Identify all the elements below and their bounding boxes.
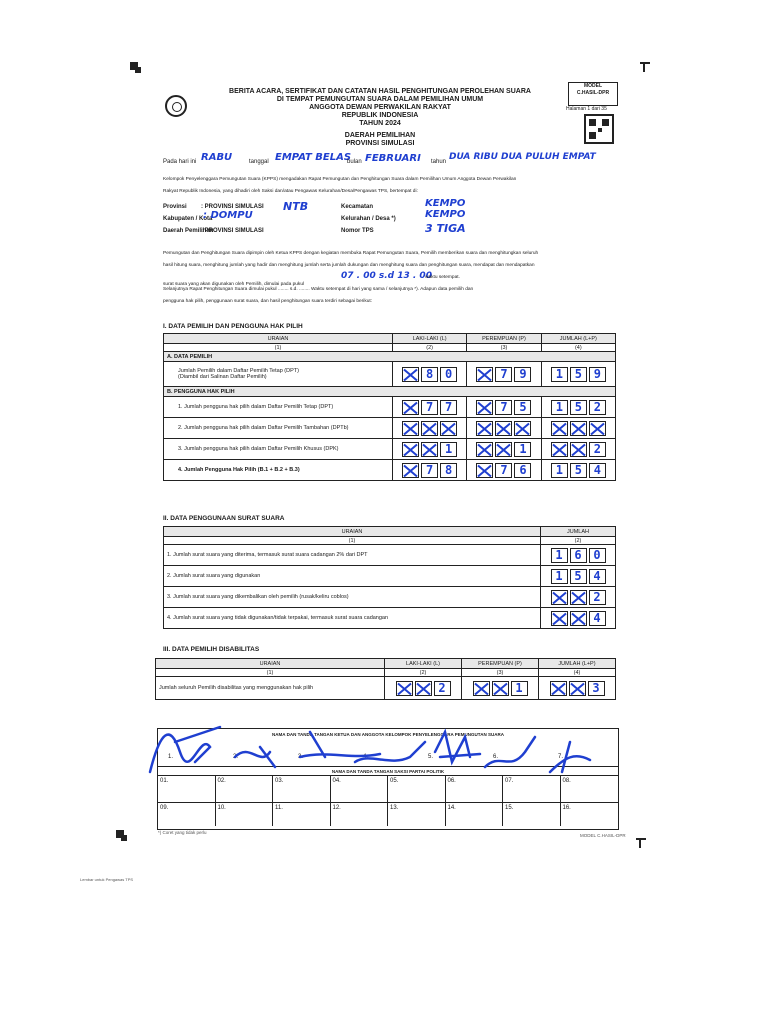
section-3-title: III. DATA PEMILIH DISABILITAS xyxy=(163,646,260,653)
time-handwritten: 07 . 00 s.d 13 . 00 xyxy=(341,271,432,281)
digit-box: 5 xyxy=(514,400,531,415)
digit-boxes xyxy=(544,611,612,626)
digit-boxes xyxy=(396,442,463,457)
digit-boxes xyxy=(544,590,612,605)
digit-box-crossed xyxy=(396,681,413,696)
digit-box: 2 xyxy=(589,590,606,605)
date-handwritten: EMPAT BELAS xyxy=(275,152,352,163)
digit-boxes xyxy=(388,681,458,696)
digit-box: 7 xyxy=(440,400,457,415)
digit-box-crossed xyxy=(415,681,432,696)
digit-box-crossed xyxy=(492,681,509,696)
digit-box-crossed xyxy=(570,421,587,436)
digit-box: 1 xyxy=(551,400,568,415)
year-handwritten: DUA RIBU DUA PULUH EMPAT xyxy=(449,152,596,162)
digit-box-crossed xyxy=(495,442,512,457)
digit-boxes xyxy=(545,400,612,415)
digit-box-crossed xyxy=(476,463,493,478)
digit-boxes xyxy=(542,681,612,696)
handwritten-signatures xyxy=(140,712,620,782)
digit-box-crossed xyxy=(514,421,531,436)
date-line: Pada hari ini RABU tanggal EMPAT BELAS bulan FEBRUARI tahun DUA RIBU DUA PULUH EMPAT xyxy=(163,152,596,165)
digit-boxes xyxy=(544,569,612,584)
kabupaten-handwritten: : DOMPU xyxy=(203,210,253,221)
digit-box: 8 xyxy=(440,463,457,478)
section-1-title: I. DATA PEMILIH DAN PENGGUNA HAK PILIH xyxy=(163,323,303,330)
section-3-table: URAIAN LAKI-LAKI (L) PEREMPUAN (P) JUMLAH (L+P) (1) (2) (3) (4) Jumlah seluruh Pemilih disabilitas yang menggunakan hak pilih 2 1 3 xyxy=(155,658,616,700)
digit-box-crossed xyxy=(551,421,568,436)
section-2-title: II. DATA PENGGUNAAN SURAT SUARA xyxy=(163,515,285,522)
digit-box-crossed xyxy=(570,611,587,626)
digit-boxes xyxy=(545,442,612,457)
registration-mark-bottom-right xyxy=(636,838,646,848)
digit-box-crossed xyxy=(551,611,568,626)
digit-box-crossed xyxy=(476,442,493,457)
digit-box: 2 xyxy=(434,681,451,696)
digit-boxes xyxy=(465,681,535,696)
table-row: Jumlah seluruh Pemilih disabilitas yang menggunakan hak pilih 2 1 3 xyxy=(156,677,616,700)
digit-box-crossed xyxy=(402,421,419,436)
table-row: 1. Jumlah pengguna hak pilih dalam Daftar Pemilih Tetap (DPT) 7 7 7 5 1 5 2 xyxy=(164,397,616,418)
digit-box: 4 xyxy=(589,569,606,584)
table-row: 4. Jumlah Pengguna Hak Pilih (B.1 + B.2 + B.3) 7 8 7 6 1 5 4 xyxy=(164,460,616,481)
digit-box: 5 xyxy=(570,569,587,584)
digit-box: 7 xyxy=(421,400,438,415)
provinsi-handwritten: NTB xyxy=(283,200,309,213)
digit-box: 9 xyxy=(514,367,531,382)
digit-box: 7 xyxy=(421,463,438,478)
kelurahan-handwritten: KEMPO xyxy=(425,209,466,220)
digit-box: 5 xyxy=(570,463,587,478)
page-label: Halaman 1 dari 35 xyxy=(566,106,607,112)
digit-box: 8 xyxy=(421,367,438,382)
digit-box: 0 xyxy=(589,548,606,563)
digit-boxes xyxy=(396,421,463,436)
digit-box-crossed xyxy=(570,590,587,605)
digit-box: 9 xyxy=(589,367,606,382)
digit-box: 1 xyxy=(440,442,457,457)
a-t-boxes xyxy=(545,367,612,382)
section-1-table: URAIAN LAKI-LAKI (L) PEREMPUAN (P) JUMLAH (L+P) (1) (2) (3) (4) A. DATA PEMILIH Jumlah Pemilih dalam Daftar Pemilih Tetap (DPT) (Diambil dari Salinan Daftar Pemilih) 8 0 7 9 1 5 9 B. PENGGUNA HAK PILIH 1. Jumlah pengguna hak pilih dalam Daftar Pemilih Tetap (DPT) 7 7 7 5 1 5 2 2. Jumlah pengguna hak pilih dalam Daftar Pemilih Tambahan (DPTb) 3. Jumlah pengguna hak pilih dalam Daftar Pemilih Khusus (DPK) 1 1 2 4. Jumlah Pengguna Hak Pilih (B.1 + B.2 + B.3) 7 8 7 6 1 5 4 xyxy=(163,333,616,481)
table-row: 1. Jumlah surat suara yang diterima, termasuk surat suara cadangan 2% dari DPT 1 6 0 xyxy=(164,545,616,566)
digit-box: 1 xyxy=(514,442,531,457)
digit-box-crossed xyxy=(440,421,457,436)
table-row: Jumlah Pemilih dalam Daftar Pemilih Tetap (DPT) (Diambil dari Salinan Daftar Pemilih) 8 0 7 9 1 5 9 xyxy=(164,362,616,387)
digit-box: 1 xyxy=(551,569,568,584)
signature-section: NAMA DAN TANDA TANGAN KETUA DAN ANGGOTA KELOMPOK PENYELENGGARA PEMUNGUTAN SUARA 1. 2. 3. 4. 5. 6. 7. NAMA DAN TANDA TANGAN SAKSI PARTAI POLITIK 01. 02. 03. 04. 05. 06. 07. 08. 09. 10. 11. 12. 13. 14. 15. 16. xyxy=(157,728,619,830)
registration-mark-bottom-left xyxy=(116,830,126,840)
digit-box-crossed xyxy=(402,400,419,415)
digit-box-crossed xyxy=(402,463,419,478)
footer-right-note: MODEL C.HASIL-DPR xyxy=(580,833,626,838)
digit-box: 7 xyxy=(495,400,512,415)
digit-boxes xyxy=(544,548,612,563)
digit-box: 5 xyxy=(570,367,587,382)
location-block: Provinsi : PROVINSI SIMULASI NTB Kabupaten / Kota : DOMPU Daerah Pemilihan : PROVINSI SIMULASI Kecamatan KEMPO Kelurahan / Desa *) KEMPO Nomor TPS 3 TIGA xyxy=(163,198,466,235)
registration-mark-top-right xyxy=(640,62,650,72)
digit-box-crossed xyxy=(476,367,493,382)
digit-boxes xyxy=(470,421,537,436)
digit-boxes xyxy=(396,463,463,478)
intro-text: Kelompok Penyelenggara Pemungutan Suara (KPPS) mengadakan Rapat Pemungutan dan Penghitungan Suara dalam Pemilihan Umum Anggota Dewan Perwakilan Rakyat Republik Indonesia, yang dihadiri oleh Saksi dan/atau Pengawas Kelurahan/Desa/Pengawas TPS, bertempat di: xyxy=(163,177,517,194)
digit-box-crossed xyxy=(495,421,512,436)
digit-box: 1 xyxy=(551,367,568,382)
digit-boxes xyxy=(470,463,537,478)
section-2-table: URAIAN JUMLAH (1) (2) 1. Jumlah surat suara yang diterima, termasuk surat suara cadangan 2% dari DPT 1 6 0 2. Jumlah surat suara yang digunakan 1 5 4 3. Jumlah surat suara yang dikembalikan oleh pemilih (rusak/keliru coblos) 2 4. Jumlah surat suara yang tidak digunakan/tidak terpakai, termasuk surat suara cadangan 4 xyxy=(163,526,616,629)
digit-box-crossed xyxy=(476,400,493,415)
qr-code-icon xyxy=(584,114,614,144)
a-l-boxes xyxy=(396,367,463,382)
digit-boxes xyxy=(470,442,537,457)
digit-box-crossed xyxy=(402,367,419,382)
digit-box-crossed xyxy=(476,421,493,436)
document-title: BERITA ACARA, SERTIFIKAT DAN CATATAN HASIL PENGHITUNGAN PEROLEHAN SUARA DI TEMPAT PEMUNGUTAN SUARA DALAM PEMILIHAN UMUM ANGGOTA DEWAN PERWAKILAN RAKYAT REPUBLIK INDONESIA TAHUN 2024 DAERAH PEMILIHAN PROVINSI SIMULASI xyxy=(229,88,531,147)
digit-box: 1 xyxy=(511,681,528,696)
digit-boxes xyxy=(545,463,612,478)
kecamatan-handwritten: KEMPO xyxy=(425,198,466,209)
digit-box-crossed xyxy=(421,421,438,436)
digit-box: 1 xyxy=(551,548,568,563)
digit-box: 6 xyxy=(514,463,531,478)
footer-small-note: Lembar untuk Pengawas TPS xyxy=(80,877,134,882)
kpu-logo-icon xyxy=(165,95,187,117)
digit-box: 5 xyxy=(570,400,587,415)
digit-box: 4 xyxy=(589,611,606,626)
tps-handwritten: 3 TIGA xyxy=(425,222,466,235)
digit-box-crossed xyxy=(473,681,490,696)
digit-box: 6 xyxy=(570,548,587,563)
a-p-boxes xyxy=(470,367,537,382)
digit-box: 1 xyxy=(551,463,568,478)
registration-mark-top-left xyxy=(130,62,140,72)
digit-box: 7 xyxy=(495,463,512,478)
day-handwritten: RABU xyxy=(201,152,233,163)
digit-boxes xyxy=(470,400,537,415)
digit-box-crossed xyxy=(551,590,568,605)
digit-box-crossed xyxy=(402,442,419,457)
digit-box: 2 xyxy=(589,442,606,457)
digit-box-crossed xyxy=(589,421,606,436)
digit-box: 2 xyxy=(589,400,606,415)
digit-box-crossed xyxy=(569,681,586,696)
table-row: 3. Jumlah pengguna hak pilih dalam Daftar Pemilih Khusus (DPK) 1 1 2 xyxy=(164,439,616,460)
table-row: 2. Jumlah pengguna hak pilih dalam Daftar Pemilih Tambahan (DPTb) xyxy=(164,418,616,439)
digit-boxes xyxy=(396,400,463,415)
digit-box-crossed xyxy=(570,442,587,457)
digit-box: 4 xyxy=(589,463,606,478)
digit-box: 7 xyxy=(495,367,512,382)
table-row: 2. Jumlah surat suara yang digunakan 1 5 4 xyxy=(164,566,616,587)
footer-left-note: *) Coret yang tidak perlu xyxy=(158,830,207,835)
table-row: 4. Jumlah surat suara yang tidak digunakan/tidak terpakai, termasuk surat suara cadangan 4 xyxy=(164,608,616,629)
digit-box-crossed xyxy=(551,442,568,457)
digit-box-crossed xyxy=(421,442,438,457)
digit-box: 3 xyxy=(588,681,605,696)
form-code-box: MODEL C.HASIL-DPR xyxy=(568,82,618,106)
body-text: Pemungutan dan Penghitungan Suara dipimpin oleh Ketua KPPS dengan kegiatan membuka Rapat Pemungutan Suara, Pemilih memberikan suara dan menghitungkan seluruh hasil hitung suara, menghitung jumlah yang hadir dan menghitung jumlah serta jumlah dukungan dan menghitung suara dan penghitungan suara, mendapat dan mendapatkan surat suara yang akan digunakan oleh Pemilih, dimulai pada pukul 07 . 00 s.d 13 . 00 waktu setempat. Selanjutnya Rapat Penghitungan Suara dimulai pukul ........ s.d. ........ Waktu setempat di hari yang sama / selanjutnya *). Adapun data pemilih dan pengguna hak pilih, penggunaan surat suara, dan hasil penghitungan suara terdiri sebagai berikut: xyxy=(163,251,539,304)
month-handwritten: FEBRUARI xyxy=(365,153,421,164)
table-row: 3. Jumlah surat suara yang dikembalikan oleh pemilih (rusak/keliru coblos) 2 xyxy=(164,587,616,608)
digit-box: 0 xyxy=(440,367,457,382)
digit-boxes xyxy=(545,421,612,436)
digit-box-crossed xyxy=(550,681,567,696)
